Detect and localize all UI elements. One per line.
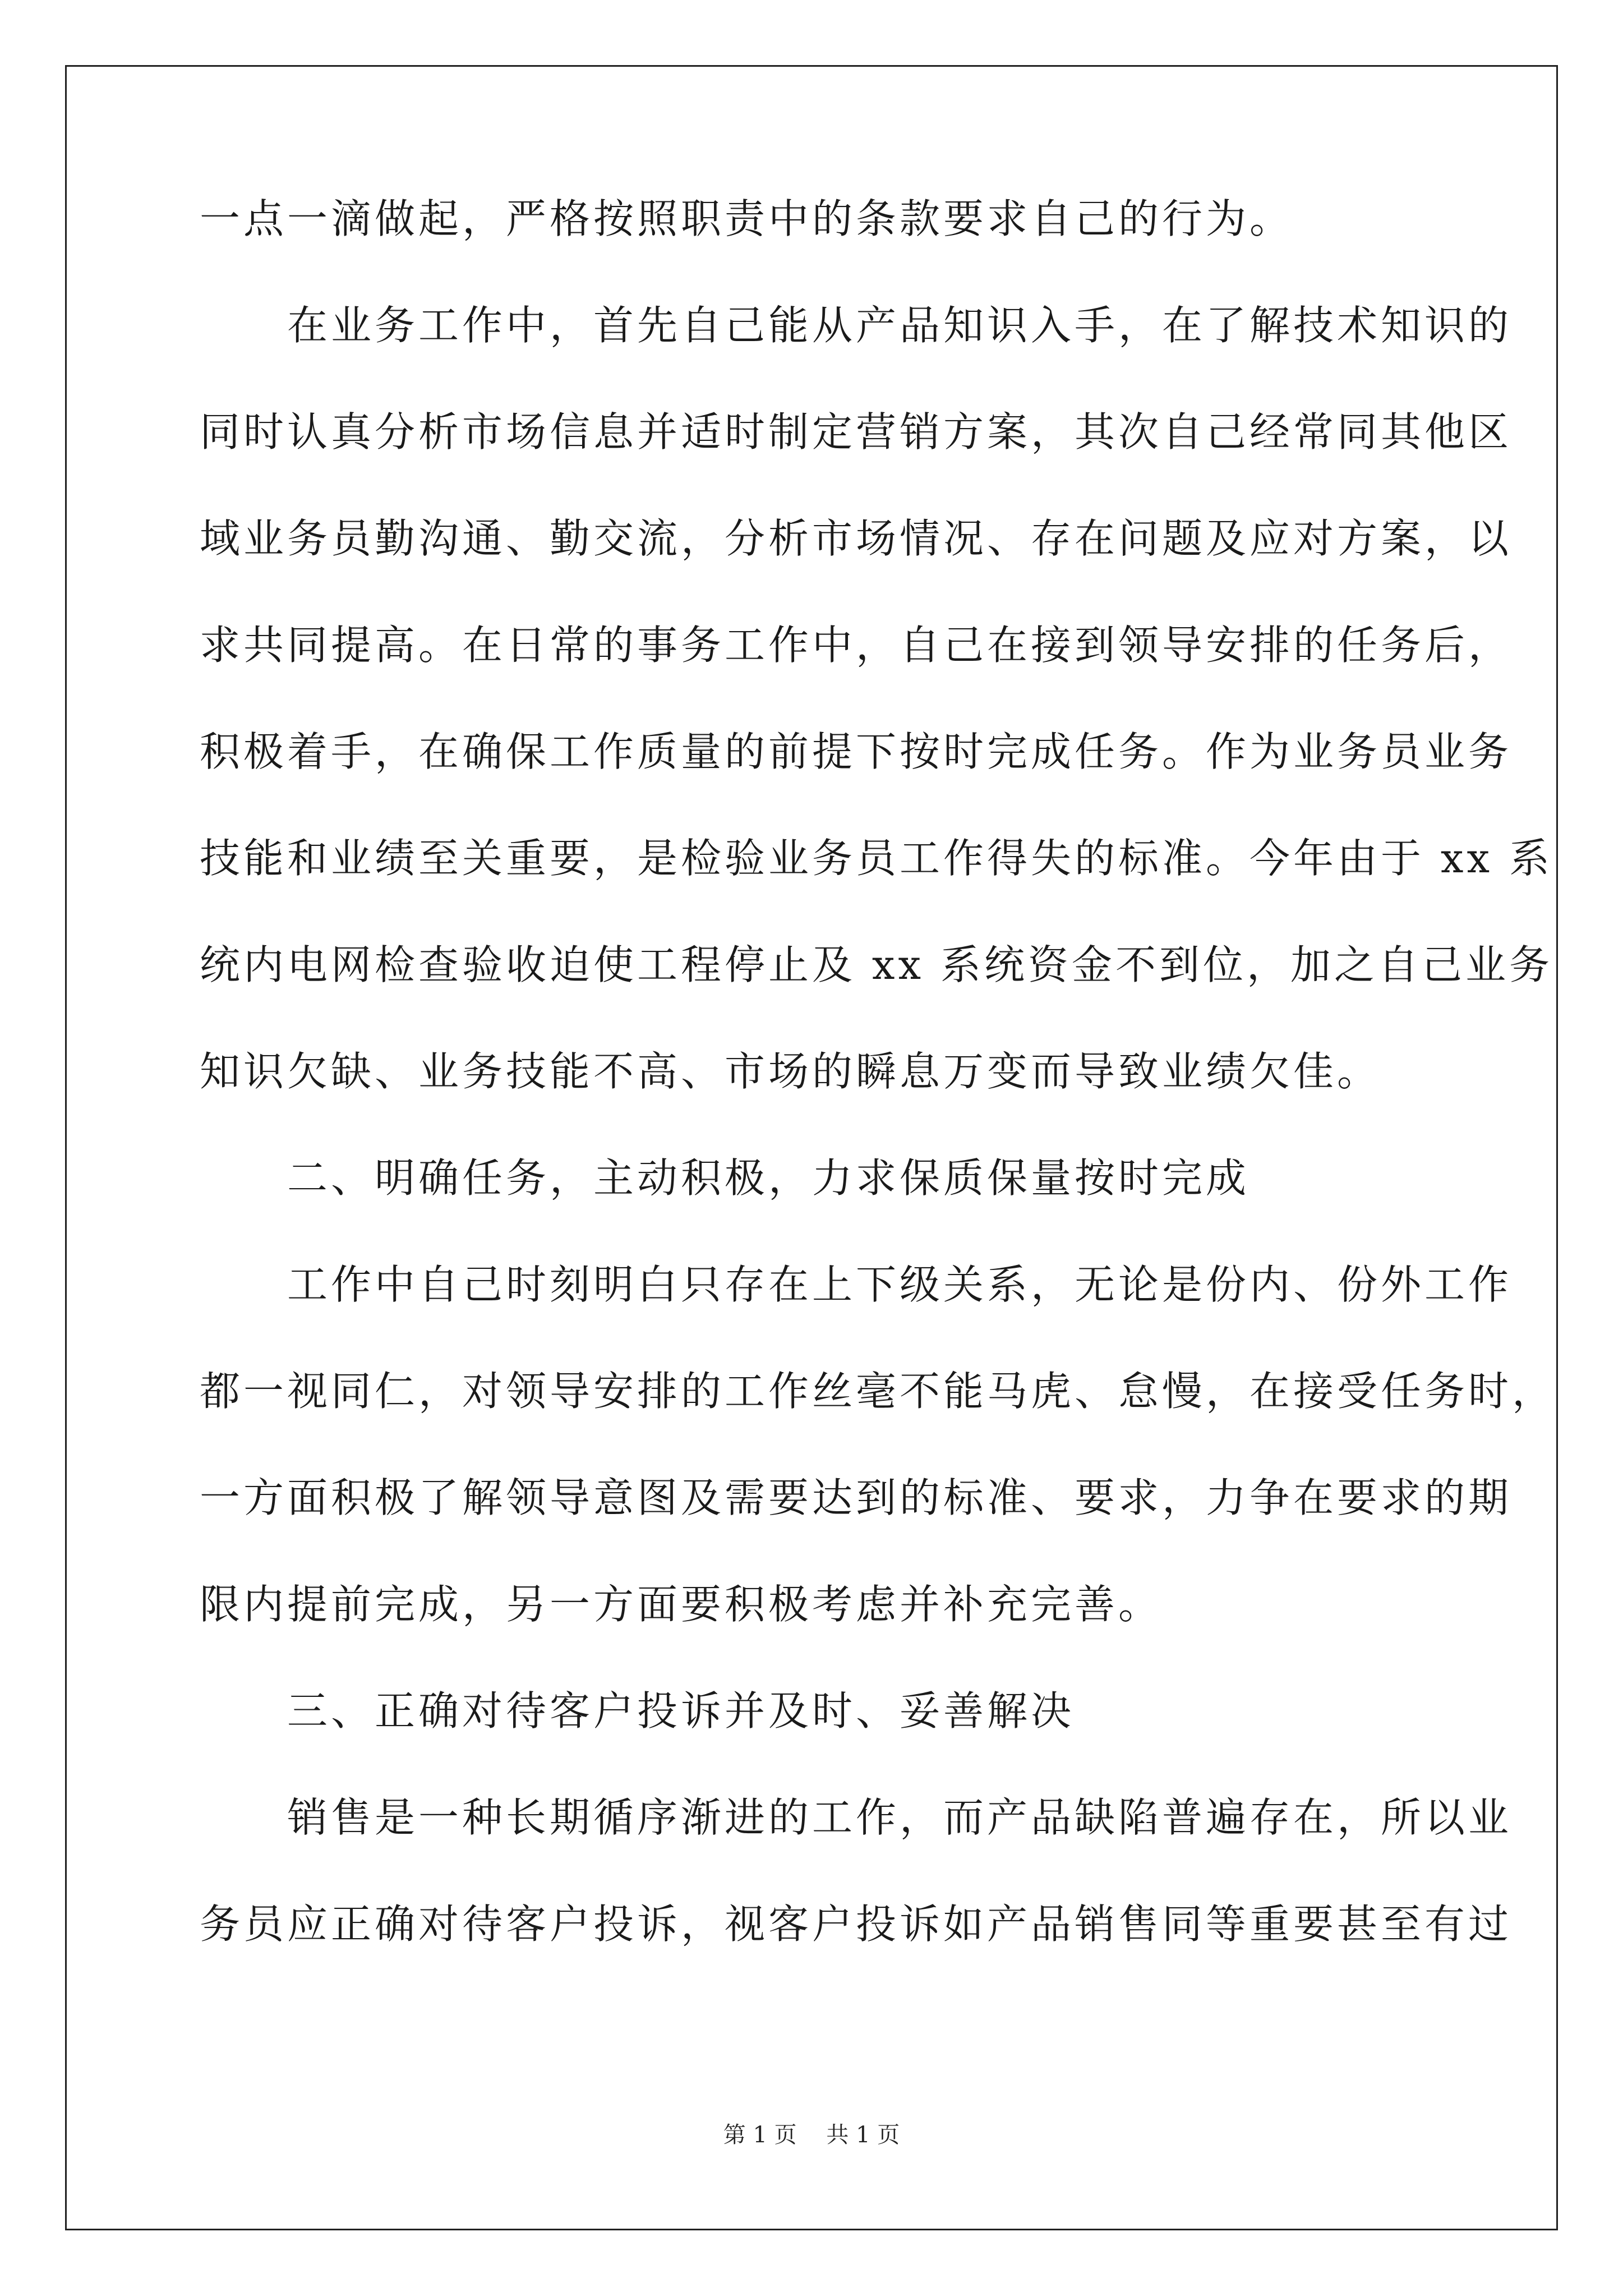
text-line: 求共同提高。在日常的事务工作中，自己在接到领导安排的任务后， (200, 622, 1513, 669)
page-number: 第 1 页 (723, 2122, 797, 2148)
page-total: 共 1 页 (826, 2122, 900, 2148)
text-line: 限内提前完成，另一方面要积极考虑并补充完善。 (200, 1581, 1163, 1628)
text-line: 统内电网检查验收迫使工程停止及 xx 系统资金不到位，加之自己业务 (200, 941, 1553, 988)
text-line: 一方面积极了解领导意图及需要达到的标准、要求，力争在要求的期 (200, 1474, 1513, 1521)
text-line: 同时认真分析市场信息并适时制定营销方案，其次自己经常同其他区 (200, 408, 1513, 455)
text-line: 工作中自己时刻明白只存在上下级关系，无论是份内、份外工作 (200, 1261, 1513, 1308)
text-line: 积极着手，在确保工作质量的前提下按时完成任务。作为业务员业务 (200, 728, 1513, 775)
section-heading: 二、明确任务，主动积极，力求保质保量按时完成 (200, 1154, 1250, 1202)
text-line: 都一视同仁，对领导安排的工作丝毫不能马虎、怠慢，在接受任务时， (200, 1368, 1556, 1415)
text-line: 务员应正确对待客户投诉，视客户投诉如产品销售同等重要甚至有过 (200, 1901, 1513, 1948)
text-line: 销售是一种长期循序渐进的工作，而产品缺陷普遍存在，所以业 (200, 1794, 1513, 1841)
page-footer (0, 2118, 1623, 2152)
text-line: 技能和业绩至关重要，是检验业务员工作得失的标准。今年由于 xx 系 (200, 835, 1553, 882)
section-heading: 三、正确对待客户投诉并及时、妥善解决 (200, 1687, 1075, 1734)
text-line: 知识欠缺、业务技能不高、市场的瞬息万变而导致业绩欠佳。 (200, 1048, 1381, 1095)
text-line: 域业务员勤沟通、勤交流，分析市场情况、存在问题及应对方案，以 (200, 515, 1513, 562)
text-line: 在业务工作中，首先自己能从产品知识入手，在了解技术知识的 (200, 302, 1513, 349)
text-line: 一点一滴做起，严格按照职责中的条款要求自己的行为。 (200, 195, 1294, 242)
